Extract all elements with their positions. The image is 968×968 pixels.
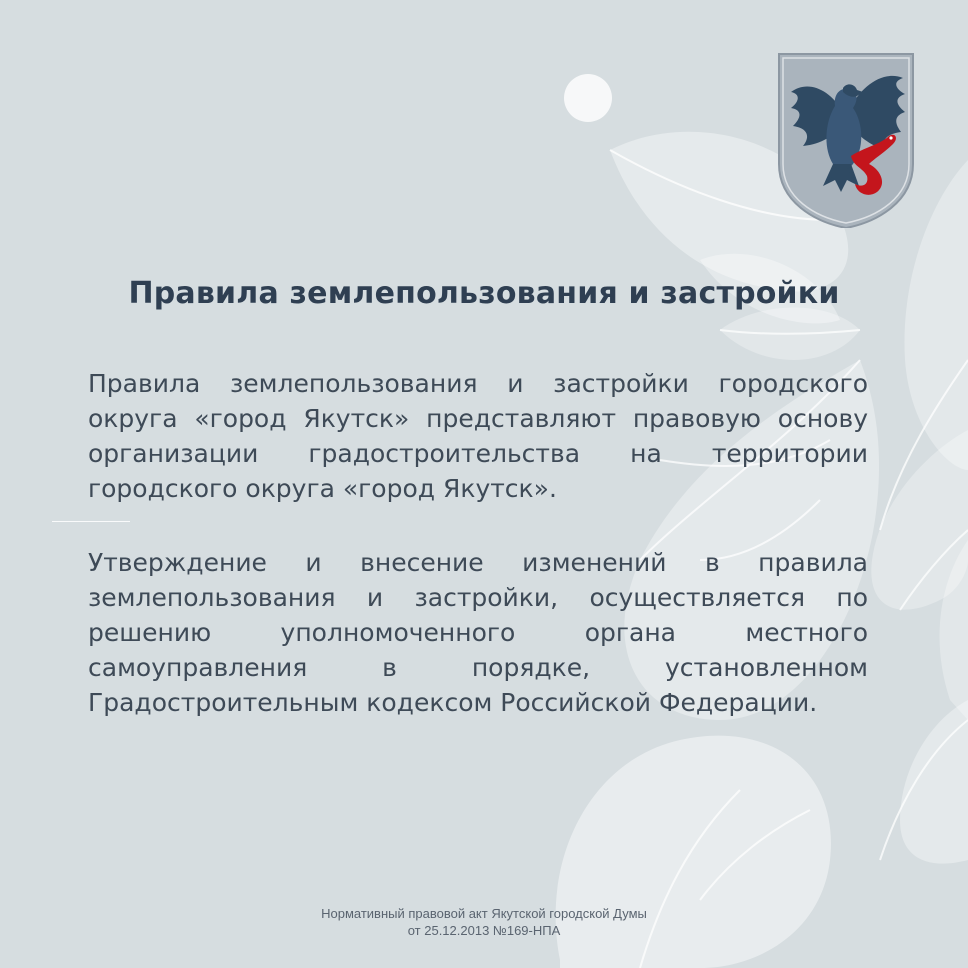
paragraph-1: Правила землепользования и застройки городского округа «город Якутск» представляют правовую основу организации градостроительства на территории городского округа «город Якутск». [88, 369, 868, 503]
yakutsk-coat-of-arms-icon [777, 52, 915, 228]
footer-citation [0, 905, 968, 939]
footer-line-2: от 25.12.2013 №169-НПА [407, 923, 561, 938]
footer-line-1: Нормативный правовой акт Якутской городской Думы [321, 906, 647, 921]
page-title: Правила землепользования и застройки [128, 276, 840, 311]
paragraph-2: Утверждение и внесение изменений в правила землепользования и застройки, осуществляется по решению уполномоченного органа местного самоуправления в порядке, установленном Градостроительным кодексом Российской Федерации. [88, 548, 868, 717]
divider-line [52, 521, 130, 522]
